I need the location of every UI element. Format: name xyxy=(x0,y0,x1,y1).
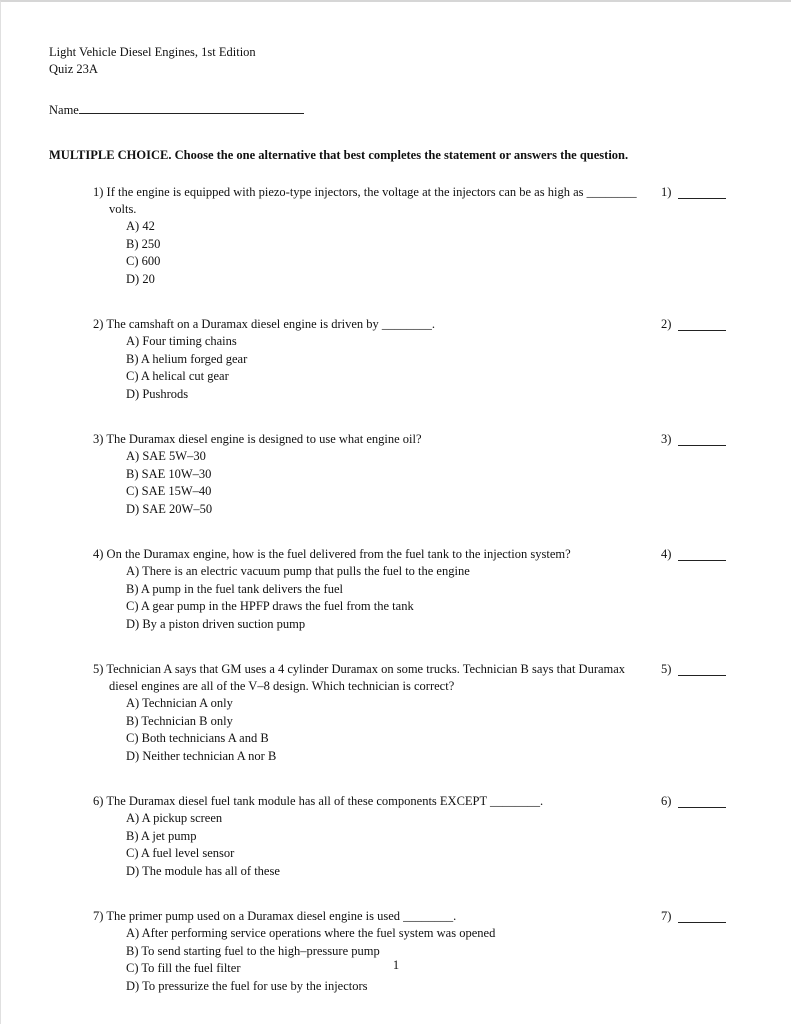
question-text xyxy=(93,184,653,218)
question-block xyxy=(49,431,745,518)
choice-a: A) SAE 5W–30 xyxy=(126,449,206,463)
question-main xyxy=(49,793,653,880)
answer-blank-line xyxy=(678,909,726,923)
page-number: 1 xyxy=(392,958,400,972)
choice-list xyxy=(93,695,653,765)
question-text xyxy=(93,793,653,810)
choice-a: A) After performing service operations where the fuel system was opened xyxy=(126,926,496,940)
answer-cell xyxy=(653,908,745,925)
answer-number: 5) xyxy=(661,662,672,676)
question-stem: The primer pump used on a Duramax diesel engine is used ________. xyxy=(106,909,457,923)
question-block xyxy=(49,546,745,633)
question-text xyxy=(93,431,653,448)
choice-list xyxy=(93,448,653,518)
question-number: 7) xyxy=(93,909,104,923)
answer-number: 6) xyxy=(661,794,672,808)
answer-blank-line xyxy=(678,185,726,199)
choice-c: C) A fuel level sensor xyxy=(126,846,235,860)
choice-d: D) SAE 20W–50 xyxy=(126,501,213,516)
question-number: 5) xyxy=(93,662,104,676)
question-block xyxy=(49,316,745,403)
choice-a: A) There is an electric vacuum pump that pulls the fuel to the engine xyxy=(126,564,470,578)
answer-blank-line xyxy=(678,432,726,446)
choice-b: B) Technician B only xyxy=(126,713,233,728)
question-number: 4) xyxy=(93,547,104,561)
answer-cell xyxy=(653,431,745,448)
choice-d: D) 20 xyxy=(126,271,155,286)
question-main xyxy=(49,661,653,765)
choice-d: D) The module has all of these xyxy=(126,863,280,878)
choice-a: A) A pickup screen xyxy=(126,811,223,825)
choice-b: B) SAE 10W–30 xyxy=(126,466,212,481)
choice-list xyxy=(93,563,653,633)
choice-c: C) Both technicians A and B xyxy=(126,731,269,745)
question-stem: Technician A says that GM uses a 4 cylinder Duramax on some trucks. Technician B says that Duramax diesel engines are all of the V–8 design. Which technician is correct? xyxy=(106,662,626,693)
choice-b: B) To send starting fuel to the high–pressure pump xyxy=(126,943,380,958)
choice-c: C) 600 xyxy=(126,254,161,268)
question-main xyxy=(49,431,653,518)
answer-blank-line xyxy=(678,662,726,676)
document-header xyxy=(49,44,745,78)
choice-c: C) To fill the fuel filter xyxy=(126,961,241,975)
name-row xyxy=(49,100,745,119)
choice-b: B) A jet pump xyxy=(126,828,197,843)
question-main xyxy=(49,546,653,633)
question-number: 2) xyxy=(93,317,104,331)
question-number: 1) xyxy=(93,185,104,199)
quiz-page xyxy=(1,2,791,995)
question-stem: On the Duramax engine, how is the fuel delivered from the fuel tank to the injection system? xyxy=(106,547,571,561)
answer-number: 2) xyxy=(661,317,672,331)
question-main xyxy=(49,908,653,995)
answer-number: 1) xyxy=(661,185,672,199)
answer-cell xyxy=(653,316,745,333)
answer-blank-line xyxy=(678,547,726,561)
document-title: Light Vehicle Diesel Engines, 1st Edition xyxy=(49,45,256,59)
answer-number: 7) xyxy=(661,909,672,923)
question-stem: The Duramax diesel fuel tank module has all of these components EXCEPT ________. xyxy=(106,794,544,808)
question-stem: The camshaft on a Duramax diesel engine is driven by ________. xyxy=(106,317,436,331)
choice-a: A) Four timing chains xyxy=(126,334,237,348)
choice-a: A) 42 xyxy=(126,219,155,233)
question-text xyxy=(93,908,653,925)
choice-list xyxy=(93,333,653,403)
answer-cell xyxy=(653,546,745,563)
choice-list xyxy=(93,810,653,880)
choice-b: B) A helium forged gear xyxy=(126,351,248,366)
question-number: 6) xyxy=(93,794,104,808)
question-block xyxy=(49,908,745,995)
answer-blank-line xyxy=(678,317,726,331)
name-blank-line xyxy=(79,100,304,114)
answer-cell xyxy=(653,793,745,810)
question-block xyxy=(49,793,745,880)
choice-c: C) A gear pump in the HPFP draws the fuel from the tank xyxy=(126,599,414,613)
choice-d: D) By a piston driven suction pump xyxy=(126,616,306,631)
question-number: 3) xyxy=(93,432,104,446)
choice-d: D) Neither technician A nor B xyxy=(126,748,277,763)
choice-c: C) A helical cut gear xyxy=(126,369,229,383)
question-list xyxy=(49,184,745,995)
choice-b: B) A pump in the fuel tank delivers the fuel xyxy=(126,581,343,596)
question-main xyxy=(49,184,653,288)
question-text xyxy=(93,661,653,695)
question-stem: The Duramax diesel engine is designed to use what engine oil? xyxy=(106,432,422,446)
answer-number: 3) xyxy=(661,432,672,446)
choice-d: D) To pressurize the fuel for use by the injectors xyxy=(126,978,368,993)
page-footer xyxy=(1,957,791,974)
question-text xyxy=(93,546,653,563)
choice-c: C) SAE 15W–40 xyxy=(126,484,212,498)
question-main xyxy=(49,316,653,403)
question-text xyxy=(93,316,653,333)
quiz-number: Quiz 23A xyxy=(49,62,98,76)
choice-d: D) Pushrods xyxy=(126,386,189,401)
section-instruction: MULTIPLE CHOICE. Choose the one alternative that best completes the statement or answers the question. xyxy=(49,148,629,162)
question-stem: If the engine is equipped with piezo-type injectors, the voltage at the injectors can be as high as ________ volts. xyxy=(106,185,637,216)
choice-b: B) 250 xyxy=(126,236,161,251)
answer-number: 4) xyxy=(661,547,672,561)
name-label: Name xyxy=(49,103,79,117)
choice-list xyxy=(93,218,653,288)
question-block xyxy=(49,184,745,288)
answer-blank-line xyxy=(678,794,726,808)
answer-cell xyxy=(653,661,745,678)
choice-a: A) Technician A only xyxy=(126,696,233,710)
question-block xyxy=(49,661,745,765)
answer-cell xyxy=(653,184,745,201)
